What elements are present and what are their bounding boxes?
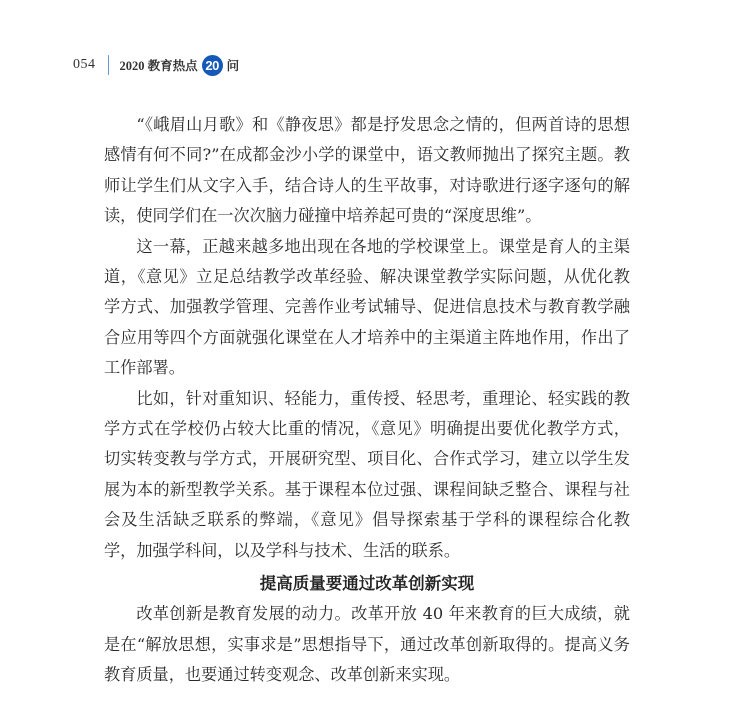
paragraph: 比如，针对重知识、轻能力，重传授、轻思考，重理论、轻实践的教学方式在学校仍占较大比重的情况，《意见》明确提出要优化教学方式，切实转变教与学方式，开展研究型、项目化、合作式学习，建立以学生发展为本的新型教学关系。基于课程本位过强、课程间缺乏整合、课程与社会及生活缺乏联系的弊端，《意见》倡导探索基于学科的课程综合化教学，加强学科间，以及学科与技术、生活的联系。 — [104, 388, 630, 560]
number-badge: 20 — [202, 55, 223, 76]
running-header — [73, 52, 239, 78]
section-heading: 提高质量要通过改革创新实现 — [259, 574, 475, 594]
page-body — [104, 110, 630, 690]
book-title-suffix: 问 — [226, 58, 240, 73]
paragraph: 这一幕，正越来越多地出现在各地的学校课堂上。课堂是育人的主渠道，《意见》立足总结教学改革经验、解决课堂教学实际问题，从优化教学方式、加强教学管理、完善作业考试辅导、促进信息技术与教育教学融合应用等四个方面就强化课堂在人才培养中的主渠道主阵地作用，作出了工作部署。 — [104, 236, 630, 378]
header-divider — [108, 55, 109, 75]
paragraph: 改革创新是教育发展的动力。改革开放 40 年来教育的巨大成绩，就是在“解放思想，实事求是”思想指导下，通过改革创新取得的。提高义务教育质量，也要通过转变观念、改革创新来实现。 — [104, 604, 630, 684]
book-title-prefix: 2020 教育热点 — [119, 59, 198, 73]
paragraph: “《峨眉山月歌》和《静夜思》都是抒发思念之情的，但两首诗的思想感情有何不同?”在成都金沙小学的课堂中，语文教师抛出了探究主题。教师让学生们从文字入手，结合诗人的生平故事，对诗歌进行逐字逐句的解读，使同学们在一次次脑力碰撞中培养起可贵的“深度思维”。 — [104, 115, 630, 226]
page-number: 054 — [73, 57, 96, 72]
